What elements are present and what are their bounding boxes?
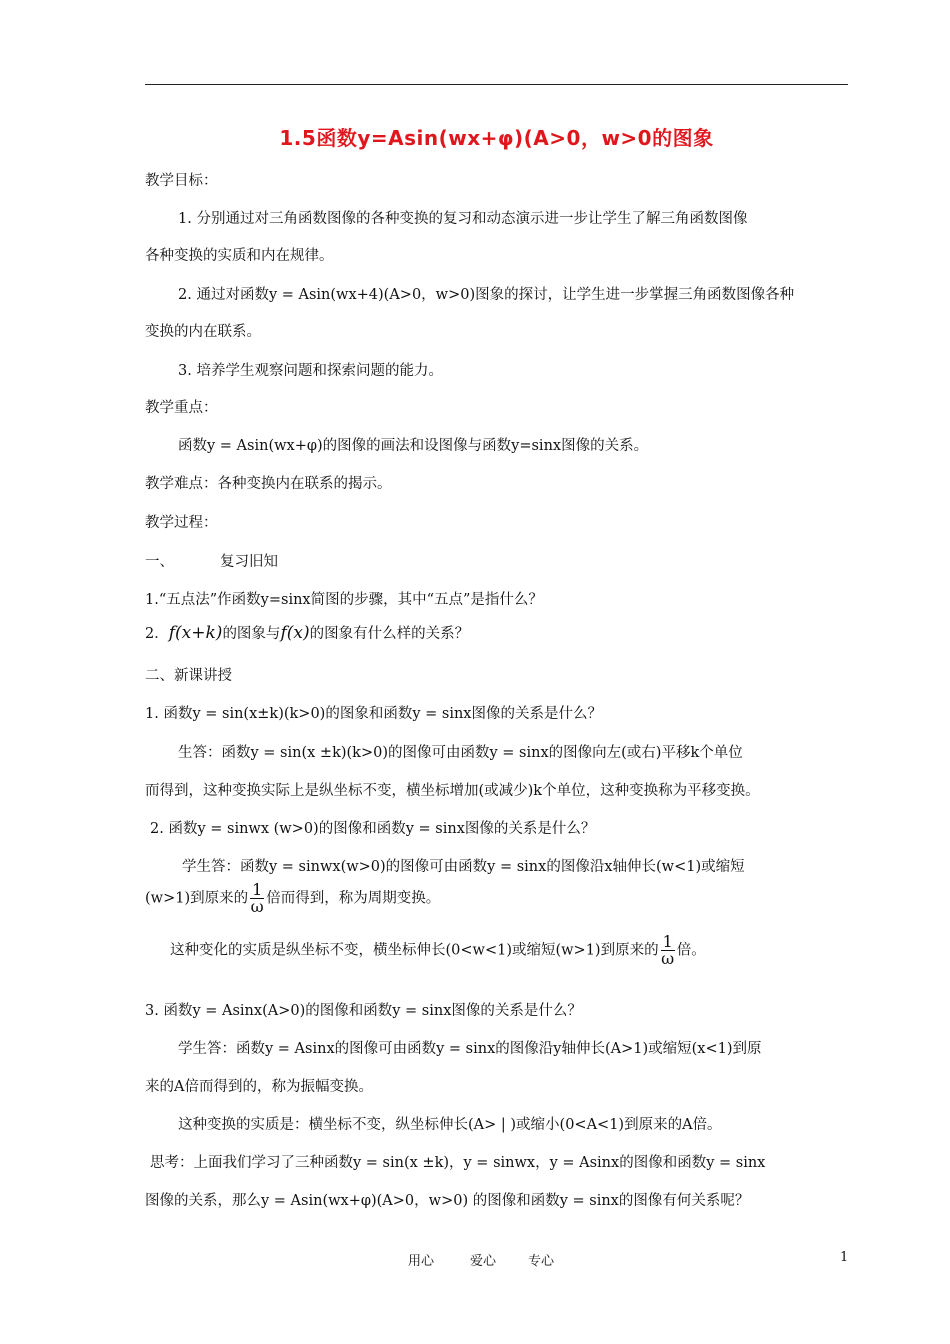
fraction-denominator: ω (250, 897, 264, 916)
fraction-numerator: 1 (252, 880, 263, 899)
review-heading (145, 552, 278, 572)
footer-word-1: 用心 (408, 1254, 435, 1269)
answer-2-essence-end: 倍。 (676, 942, 706, 959)
goals-heading: 教学目标： (145, 173, 218, 189)
footer-word-2: 爱心 (470, 1254, 497, 1269)
fraction-numerator-2: 1 (662, 932, 673, 951)
review-q2-mid: 的图象与 (222, 626, 281, 642)
answer-2-essence: 这种变化的实质是纵坐标不变，横坐标伸长(0<w<1)或缩短(w>1)到原来的 (170, 942, 659, 959)
page-title: 1.5函数y=Asin(wx+φ)(A>0，w>0的图象 (279, 126, 714, 150)
review-number: 一、 (145, 554, 174, 570)
review-title: 复习旧知 (220, 554, 278, 570)
answer-1-line-1: 生答：函数y = sin(x ±k)(k>0)的图像可由函数y = sinx的图像向左(或右)平移k个单位 (178, 745, 743, 761)
question-2: 2. 函数y = sinwx (w>0)的图像和函数y = sinx图像的关系是什么？ (150, 821, 596, 837)
review-question-2 (145, 623, 469, 644)
goal-2-line-1: 2. 通过对函数y = Asin(wx+4)(A>0，w>0)图象的探讨，让学生进一步掌握三角函数图像各种 (178, 287, 795, 303)
think-line-1: 思考：上面我们学习了三种函数y = sin(x ±k)，y = sinwx，y = Asinx的图像和函数y = sinx (150, 1155, 766, 1171)
key-heading: 教学重点： (145, 400, 218, 416)
review-question-1: 1.“五点法”作函数y=sinx简图的步骤，其中“五点”是指什么？ (145, 592, 543, 608)
answer-1-line-2: 而得到，这种变换实际上是纵坐标不变，横坐标增加(或减少)k个单位，这种变换称为平移变换。 (145, 783, 760, 799)
answer-2-prefix: (w>1)到原来的 (145, 890, 249, 907)
expr-f-x-plus-k: f(x+k) (168, 623, 223, 643)
goal-1-line-2: 各种变换的实质和内在规律。 (145, 248, 334, 264)
answer-2-line-1: 学生答：函数y = sinwx(w>0)的图像可由函数y = sinx的图像沿x轴伸长(w<1)或缩短 (182, 859, 745, 875)
answer-2-line-2 (145, 882, 440, 915)
goal-1-line-1: 1. 分别通过对三角函数图像的各种变换的复习和动态演示进一步让学生了解三角函数图像 (178, 211, 748, 227)
question-3: 3. 函数y = Asinx(A>0)的图像和函数y = sinx图像的关系是什么？ (145, 1003, 582, 1019)
answer-3-line-2: 来的A倍而得到的，称为振幅变换。 (145, 1079, 373, 1095)
fraction-one-over-omega (250, 882, 264, 915)
think-line-2: 图像的关系，那么y = Asin(wx+φ)(A>0，w>0) 的图像和函数y = sinx的图像有何关系呢？ (145, 1193, 750, 1209)
goal-2-line-2: 变换的内在联系。 (145, 324, 261, 340)
answer-2-suffix: 倍而得到，称为周期变换。 (266, 890, 441, 907)
difficulty-text: 教学难点：各种变换内在联系的揭示。 (145, 476, 392, 492)
fraction-one-over-omega-2 (661, 934, 675, 967)
review-q2-number: 2． (145, 626, 169, 642)
expr-f-x: f(x) (280, 623, 310, 643)
page-number: 1 (840, 1250, 849, 1265)
footer-word-3: 专心 (528, 1254, 555, 1269)
review-q2-end: 的图象有什么样的关系？ (309, 626, 470, 642)
process-heading: 教学过程： (145, 515, 218, 531)
goal-3: 3. 培养学生观察问题和探索问题的能力。 (178, 363, 443, 379)
key-text: 函数y = Asin(wx+φ)的图像的画法和设图像与函数y=sinx图像的关系。 (178, 438, 649, 454)
new-lesson-heading: 二、新课讲授 (145, 668, 232, 684)
question-1: 1. 函数y = sin(x±k)(k>0)的图象和函数y = sinx图像的关系是什么？ (145, 706, 602, 722)
answer-2-line-3 (170, 934, 706, 967)
fraction-denominator-2: ω (661, 949, 675, 968)
answer-3-line-3: 这种变换的实质是：横坐标不变，纵坐标伸长(A> | )或缩小(0<A<1)到原来的A倍。 (178, 1117, 722, 1133)
answer-3-line-1: 学生答：函数y = Asinx的图像可由函数y = sinx的图像沿y轴伸长(A>1)或缩短(x<1)到原 (178, 1041, 762, 1057)
header-rule (145, 84, 848, 85)
